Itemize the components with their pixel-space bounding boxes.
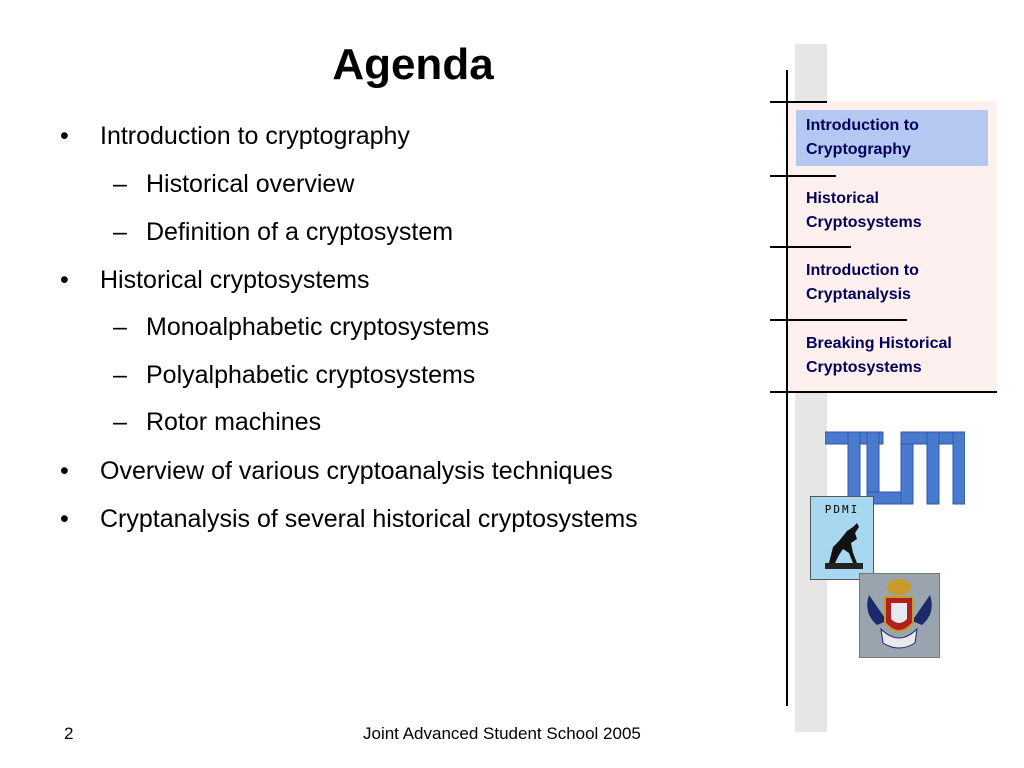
nav-item-line2: Cryptography xyxy=(806,141,911,158)
page-number: 2 xyxy=(64,724,74,743)
dash-marker: – xyxy=(113,361,127,389)
nav-item-introduction-to-cryptography[interactable] xyxy=(796,110,988,166)
nav-item-line1: Breaking Historical xyxy=(806,335,952,352)
nav-item-line2: Cryptosystems xyxy=(806,359,922,376)
nav-item-line2: Cryptosystems xyxy=(806,214,922,231)
nav-divider xyxy=(770,101,827,103)
nav-vertical-rule xyxy=(786,70,788,706)
tum-logo-icon xyxy=(825,430,965,506)
footer-text: Joint Advanced Student School 2005 xyxy=(363,724,641,743)
dash-marker: – xyxy=(113,313,127,341)
nav-item-line1: Introduction to xyxy=(806,117,919,134)
bullet-marker: • xyxy=(60,266,69,294)
nav-divider xyxy=(770,319,907,321)
nav-item-breaking-historical-cryptosystems[interactable] xyxy=(796,332,952,380)
pdmi-label: PDMI xyxy=(824,503,860,516)
horse-statue-icon xyxy=(811,497,875,581)
bullet-text: Polyalphabetic cryptosystems xyxy=(146,361,476,389)
dash-marker: – xyxy=(113,218,127,246)
coat-of-arms-logo xyxy=(859,573,940,658)
coat-of-arms-icon xyxy=(859,573,940,658)
nav-item-introduction-to-cryptanalysis[interactable] xyxy=(796,259,919,307)
bullet-text: Rotor machines xyxy=(146,408,322,436)
nav-item-historical-cryptosystems[interactable] xyxy=(796,187,922,235)
bullet-marker: • xyxy=(60,505,69,533)
nav-item-line1: Introduction to xyxy=(806,262,919,279)
dash-marker: – xyxy=(113,170,127,198)
pdmi-logo xyxy=(810,496,874,580)
nav-item-line1: Historical xyxy=(806,190,879,207)
nav-item-line2: Cryptanalysis xyxy=(806,286,911,303)
bullet-text: Historical cryptosystems xyxy=(100,266,370,294)
bullet-text: Historical overview xyxy=(146,170,355,198)
bullet-text: Monoalphabetic cryptosystems xyxy=(146,313,490,341)
nav-divider xyxy=(770,175,836,177)
bullet-text: Introduction to cryptography xyxy=(100,122,410,150)
bullet-text: Cryptanalysis of several historical cryptosystems xyxy=(100,505,638,533)
bullet-text: Definition of a cryptosystem xyxy=(146,218,454,246)
slide-title: Agenda xyxy=(332,40,494,89)
bullet-text: Overview of various cryptoanalysis techniques xyxy=(100,457,613,485)
dash-marker: – xyxy=(113,408,127,436)
nav-divider xyxy=(770,246,851,248)
bullet-marker: • xyxy=(60,457,69,485)
bullet-marker: • xyxy=(60,122,69,150)
nav-divider xyxy=(770,391,997,393)
